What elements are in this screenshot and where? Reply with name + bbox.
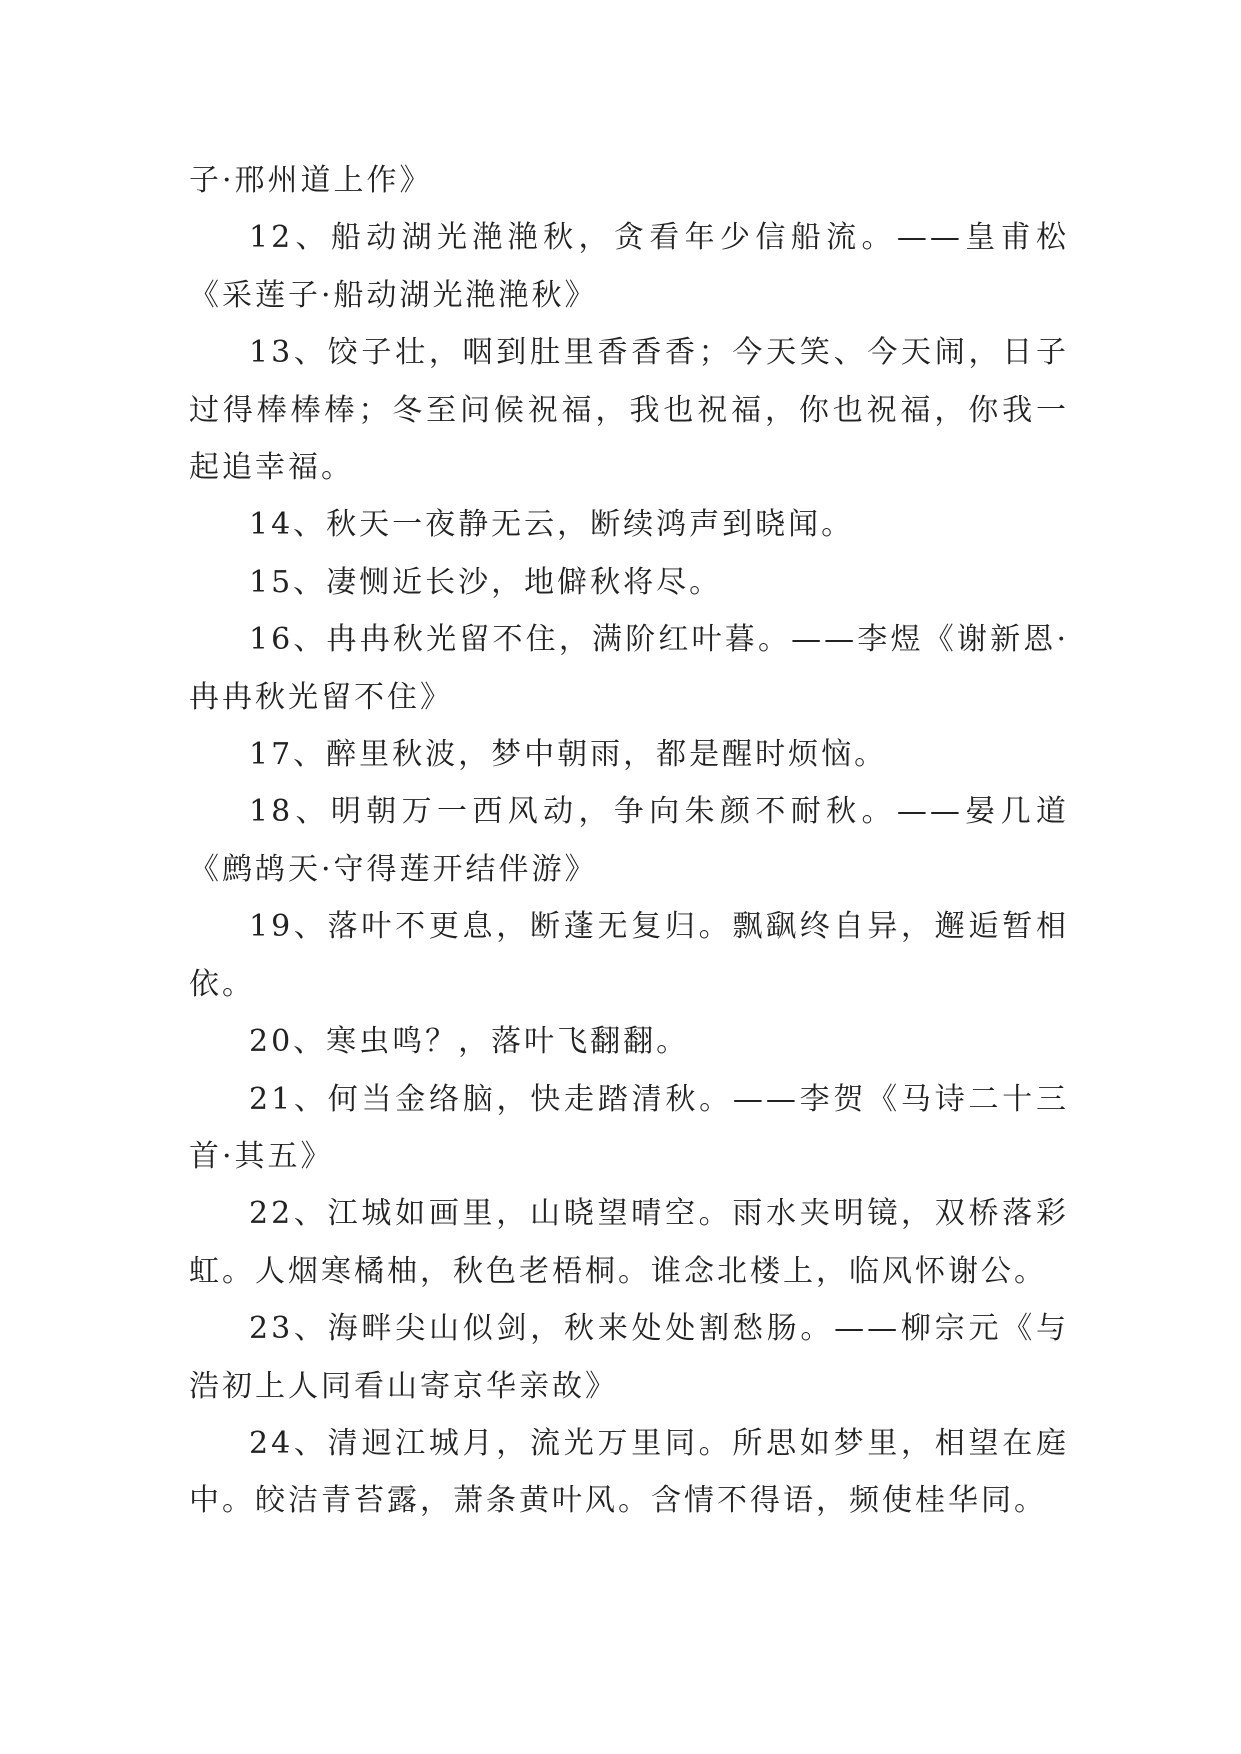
paragraph-item-22: 22、江城如画里，山晓望晴空。雨水夹明镜，双桥落彩虹。人烟寒橘柚，秋色老梧桐。谁念北楼上，临风怀谢公。 bbox=[189, 1196, 1069, 1289]
paragraph-item-18: 18、明朝万一西风动，争向朱颜不耐秋。——晏几道《鹧鸪天·守得莲开结伴游》 bbox=[189, 794, 1069, 887]
paragraph-item-13: 13、饺子壮，咽到肚里香香香；今天笑、今天闹，日子过得棒棒棒；冬至问候祝福，我也祝福，你也祝福，你我一起追幸福。 bbox=[189, 335, 1069, 486]
paragraph-item-21: 21、何当金络脑，快走踏清秋。——李贺《马诗二十三首·其五》 bbox=[189, 1081, 1069, 1174]
paragraph-item-14: 14、秋天一夜静无云，断续鸿声到晓闻。 bbox=[249, 507, 855, 543]
paragraph-item-15: 15、凄恻近长沙，地僻秋将尽。 bbox=[249, 564, 723, 600]
paragraph-item-17: 17、醉里秋波，梦中朝雨，都是醒时烦恼。 bbox=[249, 737, 888, 773]
paragraph-item-24: 24、清迥江城月，流光万里同。所思如梦里，相望在庭中。皎洁青苔露，萧条黄叶风。含情不得语，频使桂华同。 bbox=[189, 1425, 1069, 1519]
paragraph-item-19: 19、落叶不更息，断蓬无复归。飘飖终自异，邂逅暂相依。 bbox=[189, 909, 1069, 1002]
paragraph-item-12: 12、船动湖光滟滟秋，贪看年少信船流。——皇甫松《采莲子·船动湖光滟滟秋》 bbox=[189, 220, 1069, 313]
paragraph-item-16: 16、冉冉秋光留不住，满阶红叶暮。——李煜《谢新恩·冉冉秋光留不住》 bbox=[189, 622, 1069, 715]
document-body bbox=[189, 152, 1069, 1530]
paragraph-item-20: 20、寒虫鸣？，落叶飞翻翻。 bbox=[249, 1024, 690, 1060]
paragraph-continuation: 子·邢州道上作》 bbox=[189, 163, 433, 198]
paragraph-item-23: 23、海畔尖山似剑，秋来处处割愁肠。——柳宗元《与浩初上人同看山寄京华亲故》 bbox=[189, 1311, 1069, 1404]
